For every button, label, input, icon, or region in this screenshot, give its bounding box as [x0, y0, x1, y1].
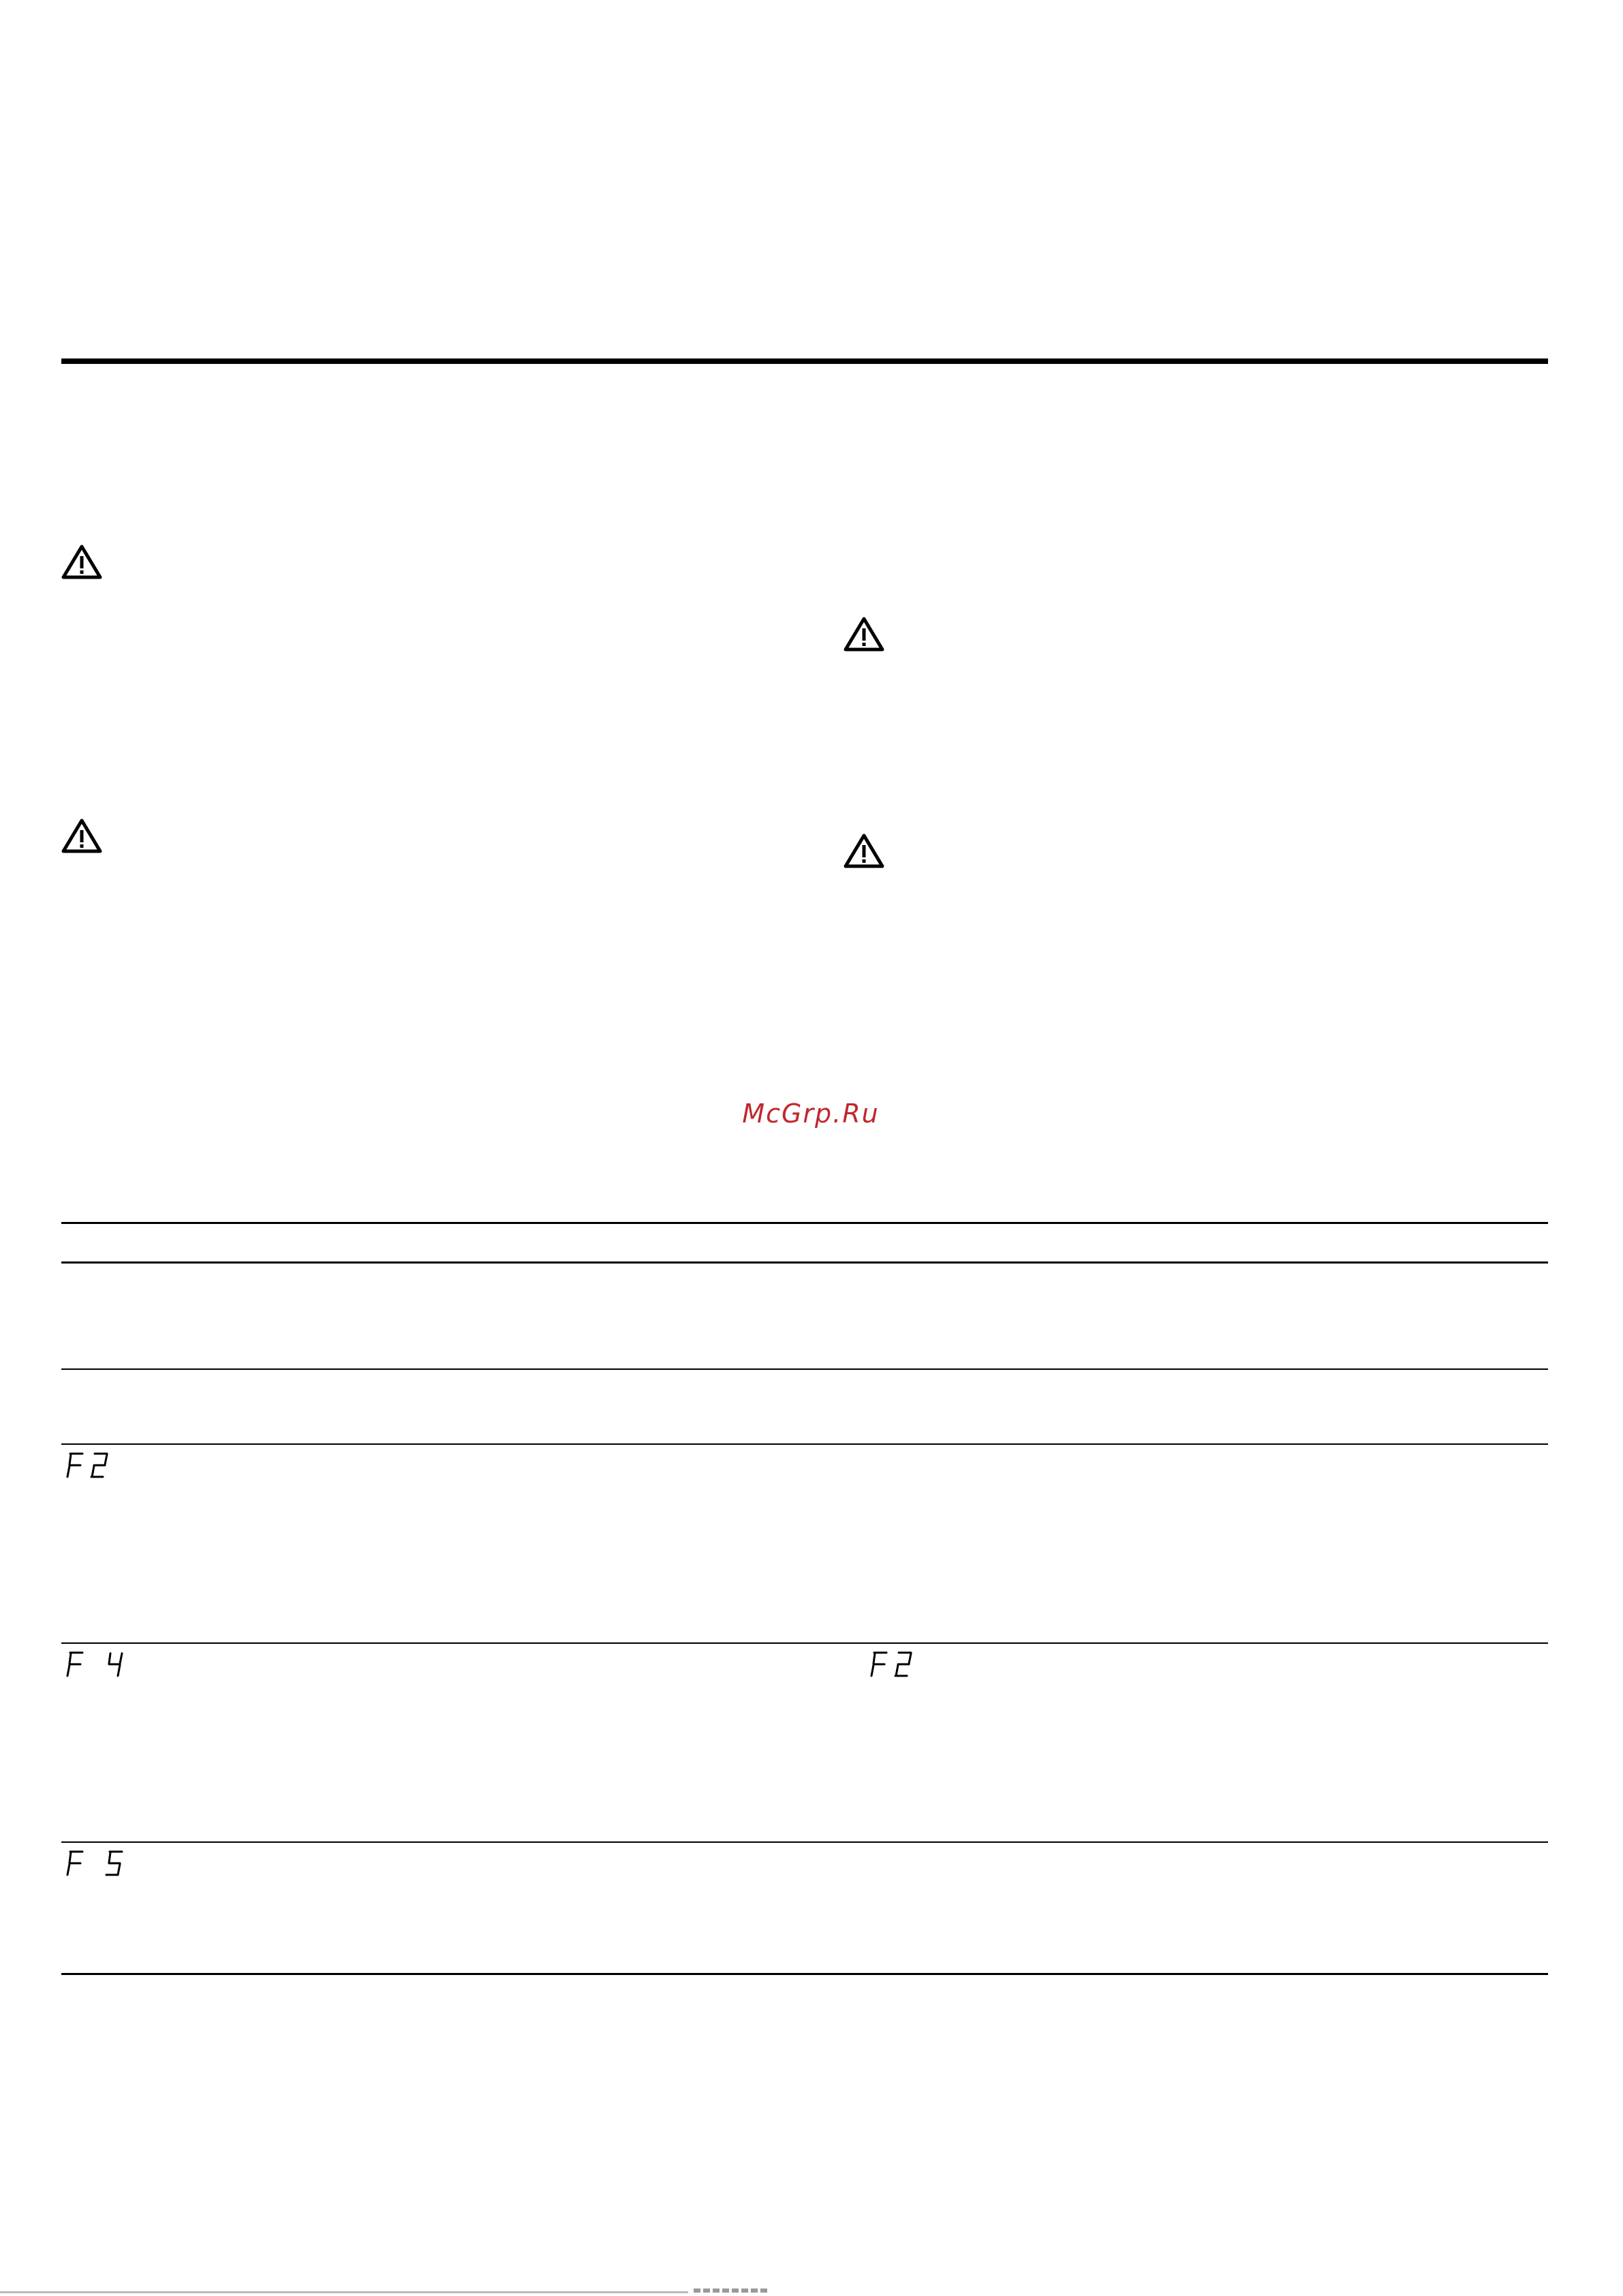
- segment-glyph-f: [65, 1651, 84, 1678]
- table-row-divider: [61, 1642, 1548, 1644]
- warning-triangle-icon: [844, 616, 884, 652]
- watermark-text: McGrp.Ru: [742, 1099, 880, 1129]
- table-row-divider: [61, 1368, 1548, 1370]
- footer-marks: [694, 2289, 789, 2293]
- segment-space: [90, 1850, 99, 1877]
- table-top-rule: [61, 1222, 1548, 1224]
- segment-glyph-2: [894, 1651, 913, 1678]
- footer-line: [0, 2291, 688, 2293]
- header-rule: [61, 358, 1548, 364]
- warning-triangle-icon: [61, 818, 102, 853]
- error-code-display: [65, 1649, 124, 1679]
- warning-triangle-icon: [61, 544, 102, 579]
- segment-glyph-f: [65, 1850, 84, 1877]
- segment-space: [90, 1651, 99, 1678]
- segment-glyph-4: [105, 1651, 124, 1678]
- table-row-divider: [61, 1841, 1548, 1843]
- error-code-display: [65, 1450, 109, 1480]
- segment-glyph-f: [65, 1452, 84, 1479]
- table-bottom-rule: [61, 1973, 1548, 1975]
- error-code-display: [65, 1848, 124, 1878]
- segment-glyph-f: [869, 1651, 888, 1678]
- segment-glyph-2: [90, 1452, 109, 1479]
- error-code-display: [869, 1649, 913, 1679]
- warning-triangle-icon: [844, 833, 884, 868]
- table-row-divider: [61, 1443, 1548, 1445]
- segment-glyph-5: [105, 1850, 124, 1877]
- table-header-rule: [61, 1261, 1548, 1264]
